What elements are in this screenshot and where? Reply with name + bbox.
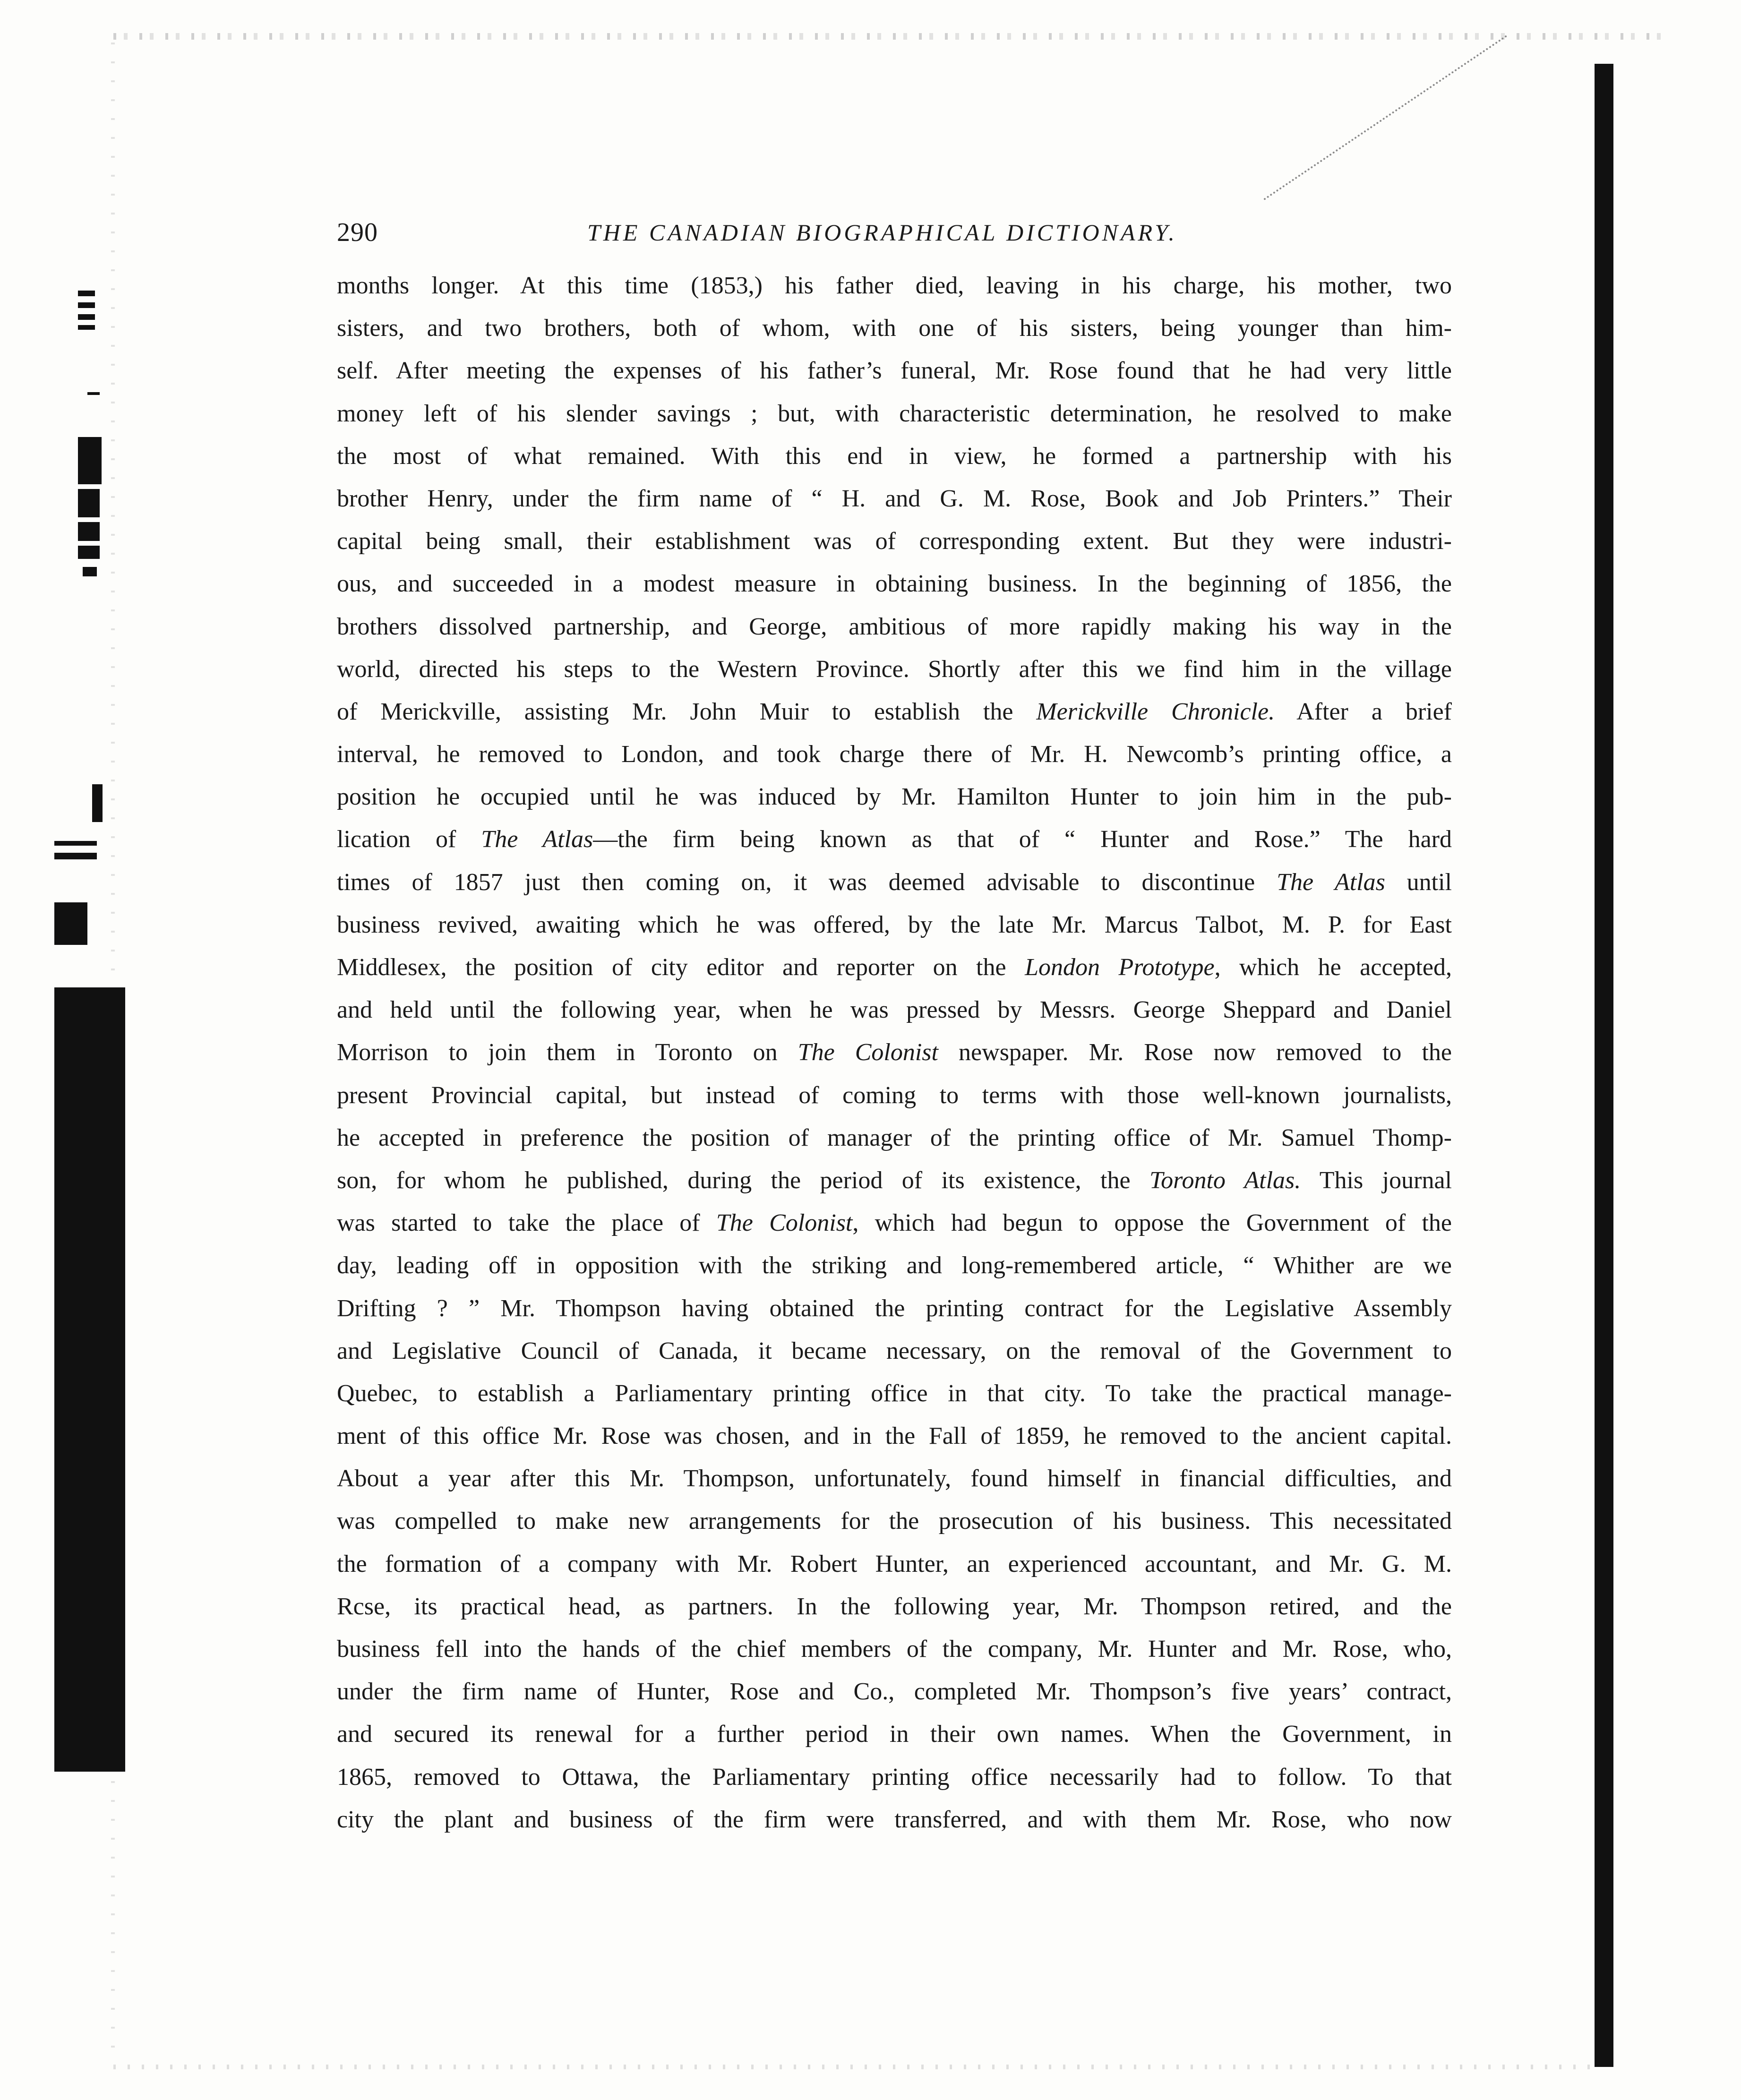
italic-title-text: The Colonist xyxy=(716,1209,853,1237)
text-run: ous, and succeeded in a modest measure in obtaining business. In the beginning of 1856, the xyxy=(337,570,1452,598)
text-run: was compelled to make new arrangements for the prosecution of his business. This necessitated xyxy=(337,1508,1452,1535)
text-run: present Provincial capital, but instead of coming to terms with those well-known journalists, xyxy=(337,1081,1452,1109)
text-run: was started to take the place of xyxy=(337,1209,716,1237)
text-run: the most of what remained. With this end in view, he formed a partnership with his xyxy=(337,442,1452,470)
italic-title-text: London Prototype xyxy=(1025,954,1215,981)
text-line xyxy=(337,350,1452,392)
text-run: interval, he removed to London, and took charge there of Mr. H. Newcomb’s printing office, a xyxy=(337,741,1452,768)
text-line xyxy=(337,1628,1452,1671)
text-line xyxy=(337,478,1452,520)
text-line xyxy=(337,1330,1452,1372)
text-line xyxy=(337,1074,1452,1117)
text-line xyxy=(337,563,1452,605)
text-run: This journal xyxy=(1301,1166,1452,1194)
text-line xyxy=(337,1244,1452,1287)
text-run: ment of this office Mr. Rose was chosen, and in the Fall of 1859, he removed to the ancient capital. xyxy=(337,1423,1452,1450)
text-run: and secured its renewal for a further period in their own names. When the Government, in xyxy=(337,1721,1452,1748)
running-title: THE CANADIAN BIOGRAPHICAL DICTIONARY. xyxy=(587,219,1177,246)
text-line xyxy=(337,1799,1452,1841)
text-line xyxy=(337,606,1452,648)
page-number: 290 xyxy=(337,218,378,247)
scan-binding-shadow-right xyxy=(1595,64,1613,2067)
text-run: business fell into the hands of the chief members of the company, Mr. Hunter and Mr. Rose, who, xyxy=(337,1636,1452,1663)
text-run: Morrison to join them in Toronto on xyxy=(337,1039,798,1066)
text-line xyxy=(337,733,1452,776)
text-run: money left of his slender savings ; but, with characteristic determination, he resolved to make xyxy=(337,400,1452,427)
text-run: and Legislative Council of Canada, it became necessary, on the removal of the Government to xyxy=(337,1337,1452,1364)
text-run: newspaper. Mr. Rose now removed to the xyxy=(938,1039,1452,1066)
text-run: he accepted in preference the position of manager of the printing office of Mr. Samuel Thomp- xyxy=(337,1124,1452,1151)
text-line xyxy=(337,1756,1452,1799)
text-run: , which he accepted, xyxy=(1214,954,1452,981)
italic-title-text: The Colonist xyxy=(798,1039,938,1066)
text-run: position he occupied until he was induced by Mr. Hamilton Hunter to join him in the pub- xyxy=(337,783,1452,811)
text-line xyxy=(337,1543,1452,1586)
text-line xyxy=(337,1457,1452,1500)
text-line xyxy=(337,265,1452,307)
text-run: the formation of a company with Mr. Robert Hunter, an experienced accountant, and Mr. G. M. xyxy=(337,1550,1452,1577)
text-line xyxy=(337,1586,1452,1628)
text-run: world, directed his steps to the Western Province. Shortly after this we find him in the village xyxy=(337,655,1452,683)
text-line xyxy=(337,393,1452,435)
scan-binding-marks-left xyxy=(26,0,116,2100)
text-line xyxy=(337,435,1452,478)
text-line xyxy=(337,1500,1452,1543)
body-paragraph xyxy=(337,265,1452,1841)
text-line xyxy=(337,648,1452,691)
text-line xyxy=(337,1202,1452,1244)
text-run: 1865, removed to Ottawa, the Parliamentary printing office necessarily had to follow. To that xyxy=(337,1763,1452,1791)
text-run: , which had begun to oppose the Government of the xyxy=(852,1209,1452,1237)
text-run: sisters, and two brothers, both of whom, with one of his sisters, being younger than him- xyxy=(337,315,1452,342)
text-run: Middlesex, the position of city editor and reporter on the xyxy=(337,954,1025,981)
text-line xyxy=(337,989,1452,1031)
text-run: and held until the following year, when he was pressed by Messrs. George Sheppard and Daniel xyxy=(337,996,1452,1024)
text-line xyxy=(337,1287,1452,1330)
text-run: After a brief xyxy=(1275,698,1452,725)
text-line xyxy=(337,946,1452,989)
text-run: under the firm name of Hunter, Rose and Co., completed Mr. Thompson’s five years’ contract, xyxy=(337,1678,1452,1706)
text-run: brothers dissolved partnership, and George, ambitious of more rapidly making his way in the xyxy=(337,613,1452,640)
text-line xyxy=(337,904,1452,946)
italic-title-text: The Atlas xyxy=(481,826,593,853)
italic-title-text: Toronto Atlas. xyxy=(1149,1166,1301,1194)
text-line xyxy=(337,1671,1452,1713)
text-line xyxy=(337,1372,1452,1415)
text-line xyxy=(337,691,1452,733)
text-run: months longer. At this time (1853,) his father died, leaving in his charge, his mother, two xyxy=(337,272,1452,299)
page-fold-crease xyxy=(1263,35,1507,200)
text-line xyxy=(337,776,1452,818)
text-line xyxy=(337,1117,1452,1159)
text-line xyxy=(337,1713,1452,1756)
text-run: times of 1857 just then coming on, it was deemed advisable to discontinue xyxy=(337,868,1277,896)
text-line xyxy=(337,861,1452,904)
scan-edge-bottom xyxy=(113,2065,1602,2069)
text-line xyxy=(337,307,1452,350)
text-run: Drifting ? ” Mr. Thompson having obtained the printing contract for the Legislative Assembly xyxy=(337,1294,1452,1322)
text-run: until xyxy=(1385,868,1452,896)
running-header xyxy=(337,216,1499,249)
text-run: of Merickville, assisting Mr. John Muir to establish the xyxy=(337,698,1037,725)
text-run: self. After meeting the expenses of his father’s funeral, Mr. Rose found that he had very little xyxy=(337,357,1452,385)
italic-title-text: Merickville Chronicle. xyxy=(1036,698,1275,725)
text-line xyxy=(337,1031,1452,1074)
text-run: day, leading off in opposition with the striking and long-remembered article, “ Whither are we xyxy=(337,1252,1452,1279)
text-run: city the plant and business of the firm were transferred, and with them Mr. Rose, who now xyxy=(337,1806,1452,1833)
text-line xyxy=(337,1415,1452,1457)
text-run: brother Henry, under the firm name of “ H. and G. M. Rose, Book and Job Printers.” Their xyxy=(337,485,1452,512)
text-run: capital being small, their establishment was of corresponding extent. But they were industri- xyxy=(337,528,1452,555)
text-run: About a year after this Mr. Thompson, unfortunately, found himself in financial difficulties, and xyxy=(337,1465,1452,1492)
text-run: Rcse, its practical head, as partners. In the following year, Mr. Thompson retired, and the xyxy=(337,1593,1452,1620)
text-line xyxy=(337,1159,1452,1202)
text-run: business revived, awaiting which he was offered, by the late Mr. Marcus Talbot, M. P. for East xyxy=(337,911,1452,938)
italic-title-text: The Atlas xyxy=(1277,868,1385,896)
text-line xyxy=(337,818,1452,861)
scan-edge-top xyxy=(113,33,1672,40)
text-run: lication of xyxy=(337,826,481,853)
text-run: son, for whom he published, during the period of its existence, the xyxy=(337,1166,1149,1194)
text-run: —the firm being known as that of “ Hunter and Rose.” The hard xyxy=(593,826,1452,853)
text-line xyxy=(337,520,1452,563)
text-run: Quebec, to establish a Parliamentary printing office in that city. To take the practical manage- xyxy=(337,1380,1452,1407)
